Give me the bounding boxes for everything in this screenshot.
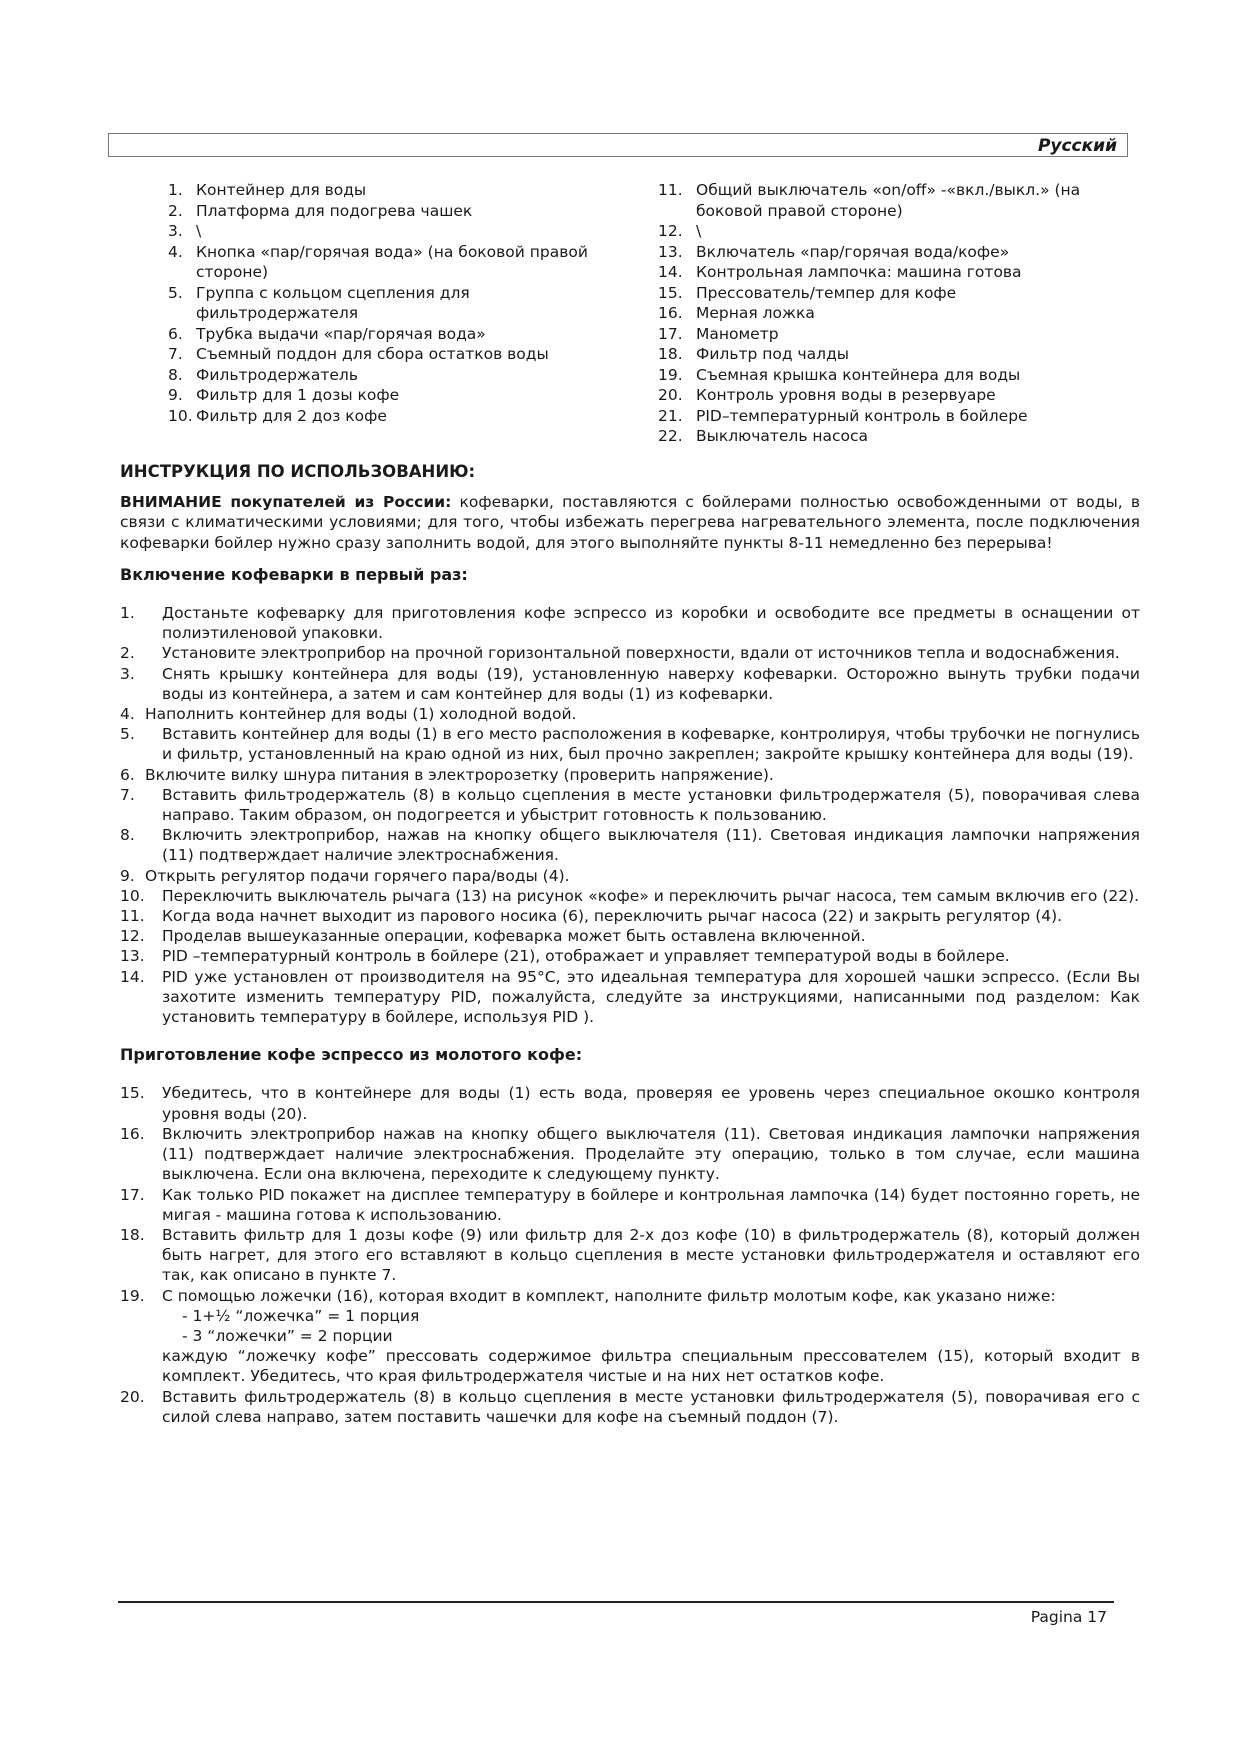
parts-list-left (150, 180, 590, 426)
step-text: Вставить фильтродержатель (8) в кольцо сцепления в месте установки фильтродержателя (5), поворачивая слева направо. Таким образом, он подогреется и убыстрит готовность к пользованию. (162, 785, 1140, 825)
part-text: Контрольная лампочка: машина готова (696, 263, 1022, 281)
step-text: Открыть регулятор подачи горячего пара/воды (4). (145, 866, 570, 885)
list-item (120, 946, 1140, 966)
list-item (120, 664, 1140, 704)
part-text: Фильтродержатель (196, 365, 358, 384)
step-text: Включите вилку шнура питания в электророзетку (проверить напряжение). (145, 765, 774, 784)
part-text: Съемный поддон для сбора остатков воды (196, 345, 549, 363)
part-text: Кнопка «пар/горячая вода» (на боковой правой стороне) (196, 242, 588, 281)
part-text: Выключатель насоса (696, 427, 869, 445)
list-item (150, 344, 590, 365)
step-text: Когда вода начнет выходит из парового носика (6), переключить рычаг насоса (22) и закрыть регулятор (4). (162, 907, 1063, 926)
language-label: Русский (1037, 136, 1117, 156)
step-text: Вставить фильтродержатель (8) в кольцо сцепления в месте установки фильтродержателя (5), поворачивая его с силой слева направо, затем поставить чашечки для кофе на съемный поддон (7). (162, 1387, 1140, 1426)
step-number: 7. (120, 785, 135, 804)
page-number: Pagina 17 (1030, 1608, 1107, 1626)
step-number: 17. (120, 1185, 145, 1204)
part-number: 22. (658, 427, 683, 445)
list-item (658, 283, 1118, 304)
step-text: Установите электроприбор на прочной горизонтальной поверхности, вдали от источников тепла и водоснабжения. (162, 644, 1120, 663)
part-number: 11. (658, 181, 683, 199)
list-item (150, 385, 590, 406)
step-number: 2. (120, 644, 135, 663)
section2-title: Приготовление кофе эспрессо из молотого кофе: (120, 1045, 583, 1065)
part-text: Контроль уровня воды в резервуаре (696, 386, 996, 404)
step-text: Убедитесь, что в контейнере для воды (1) есть вода, проверяя ее уровень через специальное окошко контроля уровня воды (20). (162, 1084, 1140, 1123)
part-text: Фильтр для 2 доз кофе (196, 406, 387, 425)
step-number: 8. (120, 826, 135, 845)
part-text: Включатель «пар/горячая вода/кофе» (696, 242, 1010, 261)
main-content (120, 462, 1140, 1427)
part-number: 4. (168, 242, 183, 261)
steps2-list (120, 1083, 1140, 1305)
list-item (120, 967, 1140, 1028)
list-item (658, 242, 1118, 263)
step-text: Достаньте кофеварку для приготовления кофе эспрессо из коробки и освободите все предметы в оснащении от полиэтиленовой упаковки. (162, 604, 1140, 643)
step19-continuation: каждую “ложечку кофе” прессовать содержимое фильтра специальным прессователем (15), который входит в комплект. Убедитесь, что края фильтродержателя чистые и на них нет остатков кофе. (162, 1347, 1140, 1386)
step-number: 18. (120, 1225, 145, 1244)
list-item (658, 385, 1118, 406)
warning-label: ВНИМАНИЕ покупателей из России: (120, 493, 452, 512)
step-number: 10. (120, 886, 145, 905)
language-header-box (108, 133, 1128, 157)
part-number: 7. (168, 345, 183, 363)
step-number: 13. (120, 947, 145, 966)
list-item (658, 180, 1118, 221)
part-text: Группа с кольцом сцепления для фильтродержателя (196, 283, 470, 322)
part-number: 18. (658, 345, 683, 363)
part-number: 3. (168, 222, 183, 240)
step-text: Включить электроприбор, нажав на кнопку общего выключателя (11). Световая индикация лампочки напряжения (11) подтверждает наличие электроснабжения. (162, 826, 1140, 865)
step-number: 1. (120, 604, 135, 623)
part-text: PID–температурный контроль в бойлере (696, 406, 1028, 425)
list-item (150, 365, 590, 386)
list-item (658, 365, 1118, 386)
part-text: \ (696, 222, 702, 240)
step-number: 6. (120, 765, 135, 784)
list-item (658, 303, 1118, 324)
list-item (658, 262, 1118, 283)
part-number: 5. (168, 283, 183, 302)
list-item (120, 603, 1140, 643)
part-number: 19. (658, 365, 683, 384)
list-item (120, 643, 1140, 663)
list-item (120, 724, 1140, 764)
step-number: 14. (120, 967, 145, 986)
list-item (658, 406, 1118, 427)
step-text: Проделав вышеуказанные операции, кофеварка может быть оставлена включенной. (162, 927, 866, 946)
instructions-title: ИНСТРУКЦИЯ ПО ИСПОЛЬЗОВАНИЮ: (120, 462, 476, 481)
list-item (120, 765, 1140, 785)
step-number: 16. (120, 1124, 145, 1143)
part-text: Платформа для подогрева чашек (196, 201, 473, 220)
list-item (120, 1083, 1140, 1123)
step-text: Снять крышку контейнера для воды (19), установленную наверху кофеварки. Осторожно вынуть трубки подачи воды из контейнера, а затем и сам контейнер для воды (1) из кофеварки. (162, 664, 1140, 703)
list-item (150, 221, 590, 242)
list-item (658, 324, 1118, 345)
list-item (120, 926, 1140, 946)
part-number: 15. (658, 283, 683, 302)
list-item (120, 866, 1140, 886)
part-number: 9. (168, 386, 183, 404)
section1-title: Включение кофеварки в первый раз: (120, 564, 468, 584)
part-text: \ (196, 222, 202, 240)
step-number: 5. (120, 725, 135, 744)
step-number: 19. (120, 1286, 145, 1305)
step-text: С помощью ложечки (16), которая входит в комплект, наполните фильтр молотым кофе, как указано ниже: (162, 1286, 1056, 1305)
list-item (150, 201, 590, 222)
list-item (120, 906, 1140, 926)
step-number: 12. (120, 927, 145, 946)
list-item (658, 344, 1118, 365)
step-text: Наполнить контейнер для воды (1) холодной водой. (145, 705, 577, 724)
list-item (120, 886, 1140, 906)
part-number: 6. (168, 324, 183, 343)
list-item (120, 1387, 1140, 1427)
parts-list-right (658, 180, 1118, 447)
part-number: 1. (168, 181, 183, 199)
part-text: Манометр (696, 324, 779, 343)
steps1-list (120, 603, 1140, 1027)
part-text: Мерная ложка (696, 304, 815, 322)
list-item (150, 406, 590, 427)
part-text: Съемная крышка контейнера для воды (696, 365, 1021, 384)
list-item (120, 1225, 1140, 1286)
footer-divider (118, 1601, 1114, 1603)
part-number: 10. (168, 406, 193, 425)
list-item (658, 426, 1118, 447)
list-item (120, 1124, 1140, 1185)
step-text: Вставить контейнер для воды (1) в его место расположения в кофеварке, контролируя, чтобы трубочки не погнулись и фильтр, установленный на краю одной из них, был прочно закреплен; закройте крышку контейнера для воды (19). (162, 725, 1140, 764)
list-item (150, 283, 590, 324)
part-text: Фильтр под чалды (696, 345, 850, 363)
list-item (150, 242, 590, 283)
step-number: 11. (120, 907, 145, 926)
part-number: 13. (658, 242, 683, 261)
part-text: Фильтр для 1 дозы кофе (196, 386, 400, 404)
warning-text: кофеварки, поставляются с бойлерами полностью освобожденными от воды, в связи с климатическими условиями; для того, чтобы избежать перегрева нагревательного элемента, после подключения кофеварки бойлер нужно сразу заполнить водой, для этого выполняйте пункты 8-11 немедленно без перерыва! (120, 493, 1140, 552)
part-number: 2. (168, 201, 183, 220)
part-number: 20. (658, 386, 683, 404)
part-text: Прессователь/темпер для кофе (696, 283, 957, 302)
step-text: Вставить фильтр для 1 дозы кофе (9) или фильтр для 2-х доз кофе (10) в фильтродержатель (8), который должен быть нагрет, для этого его вставляют в кольцо сцепления в месте установки фильтродержателя и оставляют его так, как описано в пункте 7. (162, 1225, 1140, 1285)
part-text: Общий выключатель «on/off» -«вкл./выкл.» (на боковой правой стороне) (696, 181, 1081, 220)
part-number: 14. (658, 263, 683, 281)
step19-sub-1: - 1+½ “ложечка” = 1 порция (182, 1306, 420, 1325)
list-item (120, 785, 1140, 825)
part-number: 12. (658, 222, 683, 240)
list-item (150, 180, 590, 201)
list-item (120, 704, 1140, 724)
list-item (120, 825, 1140, 865)
list-item (120, 1185, 1140, 1225)
part-number: 8. (168, 365, 183, 384)
step-text: PID уже установлен от производителя на 95°C, это идеальная температура для хорошей чашки эспрессо. (Если Вы захотите изменить температуру PID, пожалуйста, следуйте за инструкциями, написанными под разделом: Как установить температуру в бойлере, используя PID ). (162, 967, 1140, 1027)
step-text: Как только PID покажет на дисплее температуру в бойлере и контрольная лампочка (14) будет постоянно гореть, не мигая - машина готова к использованию. (162, 1185, 1140, 1224)
step-text: Включить электроприбор нажав на кнопку общего выключателя (11). Световая индикация лампочки напряжения (11) подтверждает наличие электроснабжения. Проделайте эту операцию, только в том случае, если машина выключена. Если она включена, переходите к следующему пункту. (162, 1124, 1140, 1184)
step-number: 15. (120, 1084, 145, 1103)
part-number: 21. (658, 406, 683, 425)
part-text: Контейнер для воды (196, 181, 367, 199)
step-number: 20. (120, 1387, 145, 1406)
warning-paragraph (120, 492, 1140, 553)
part-number: 16. (658, 304, 683, 322)
step-number: 4. (120, 705, 135, 724)
part-text: Трубка выдачи «пар/горячая вода» (196, 324, 486, 343)
list-item (150, 324, 590, 345)
list-item (120, 1286, 1140, 1306)
part-number: 17. (658, 324, 683, 343)
step-number: 3. (120, 664, 135, 683)
step-text: Переключить выключатель рычага (13) на рисунок «кофе» и переключить рычаг насоса, тем самым включив его (22). (162, 886, 1140, 905)
step-text: PID –температурный контроль в бойлере (21), отображает и управляет температурой воды в бойлере. (162, 947, 1010, 966)
list-item (658, 221, 1118, 242)
step-number: 9. (120, 866, 135, 885)
step19-sub-2: - 3 “ложечки” = 2 порции (182, 1326, 393, 1345)
